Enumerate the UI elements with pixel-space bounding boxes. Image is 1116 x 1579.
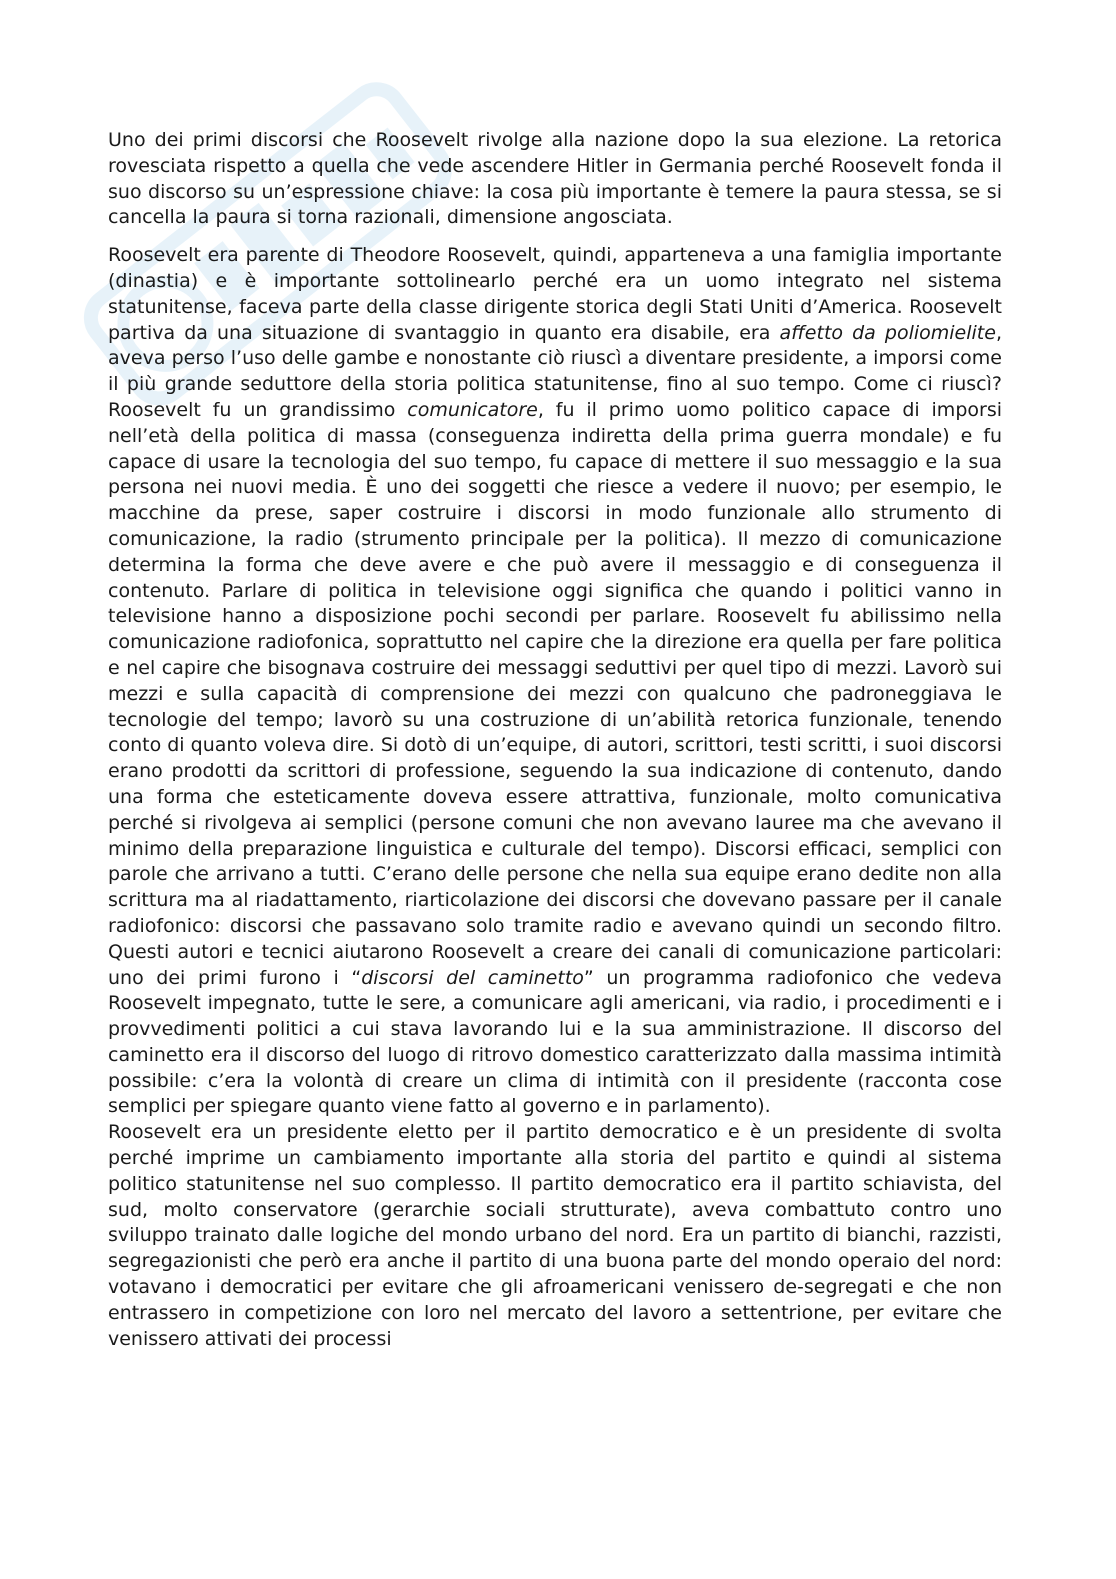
paragraph-1: Uno dei primi discorsi che Roosevelt rivolge alla nazione dopo la sua elezione. La retorica rovesciata rispetto a quella che vede ascendere Hitler in Germania perché Roosevelt fonda il suo discorso su un’espressione chiave: la cosa più importante è temere la paura stessa, se si cancella la paura si torna razionali, dimensione angosciata. [108,129,1002,229]
document-body [108,128,1002,1352]
italic-term: discorsi del caminetto [361,966,584,989]
italic-term: affetto da poliomielite [779,321,996,344]
italic-term: comunicatore [407,398,538,421]
paragraph-3: Roosevelt era un presidente eletto per il partito democratico e è un presidente di svolta perché imprime un cambiamento importante alla storia del partito e quindi al sistema politico statunitense nel suo complesso. Il partito democratico era il partito schiavista, del sud, molto conservatore (gerarchie sociali strutturate), aveva combattuto contro uno sviluppo trainato dalle logiche del mondo urbano del nord. Era un partito di bianchi, razzisti, segregazionisti che però era anche il partito di una buona parte del mondo operaio del nord: votavano i democratici per evitare che gli afroamericani venissero de-segregati e che non entrassero in competizione con loro nel mercato del lavoro a settentrione, per evitare che venissero attivati dei processi [108,1121,1002,1350]
paragraph-2: Roosevelt era parente di Theodore Roosevelt, quindi, apparteneva a una famiglia importante (dinastia) e è importante sottolinearlo perché era un uomo integrato nel sistema statunitense, faceva parte della classe dirigente storica degli Stati Uniti d’America. Roosevelt partiva da una situazione di svantaggio in quanto era disabile, era affetto da poliomielite, aveva perso l’uso delle gambe e nonostante ciò riuscì a diventare presidente, a imporsi come il più grande seduttore della storia politica statunitense, fino al suo tempo. Come ci riuscì? Roosevelt fu un grandissimo comunicatore, fu il primo uomo politico capace di imporsi nell’età della politica di massa (conseguenza indiretta della prima guerra mondale) e fu capace di usare la tecnologia del suo tempo, fu capace di mettere il suo messaggio e la sua persona nei nuovi media. È uno dei soggetti che riesce a vedere il nuovo; per esempio, le macchine da prese, saper costruire i discorsi in modo funzionale allo strumento di comunicazione, la radio (strumento principale per la politica). Il mezzo di comunicazione determina la forma che deve avere e che può avere il messaggio e di conseguenza il contenuto. Parlare di politica in televisione oggi significa che quando i politici vanno in televisione hanno a disposizione pochi secondi per parlare. Roosevelt fu abilissimo nella comunicazione radiofonica, soprattutto nel capire che la direzione era quella per fare politica e nel capire che bisognava costruire dei messaggi seduttivi per quel tipo di mezzi. Lavorò sui mezzi e sulla capacità di comprensione dei mezzi con qualcuno che padroneggiava le tecnologie del tempo; lavorò su una costruzione di un’abilità retorica funzionale, tenendo conto di quanto voleva dire. Si dotò di un’equipe, di autori, scrittori, testi scritti, i suoi discorsi erano prodotti da scrittori di professione, seguendo la sua indicazione di contenuto, dando una forma che esteticamente doveva essere attrattiva, funzionale, molto comunicativa perché si rivolgeva ai semplici (persone comuni che non avevano lauree ma che avevano il minimo della preparazione linguistica e culturale del tempo). Discorsi efficaci, semplici con parole che arrivano a tutti. C’erano delle persone che nella sua equipe erano dedite non alla scrittura ma al riadattamento, riarticolazione dei discorsi che dovevano passare per il canale radiofonico: discorsi che passavano solo tramite radio e avevano quindi un secondo filtro. Questi autori e tecnici aiutarono Roosevelt a creare dei canali di comunicazione particolari: uno dei primi furono i “discorsi del caminetto” un programma radiofonico che vedeva Roosevelt impegnato, tutte le sere, a comunicare agli americani, via radio, i procedimenti e i provvedimenti politici a cui stava lavorando lui e la sua amministrazione. Il discorso del caminetto era il discorso del luogo di ritrovo domestico caratterizzato dalla massima intimità possibile: c’era la volontà di creare un clima di intimità con il presidente (racconta cose semplici per spiegare quanto viene fatto al governo e in parlamento). [108,244,1002,1118]
